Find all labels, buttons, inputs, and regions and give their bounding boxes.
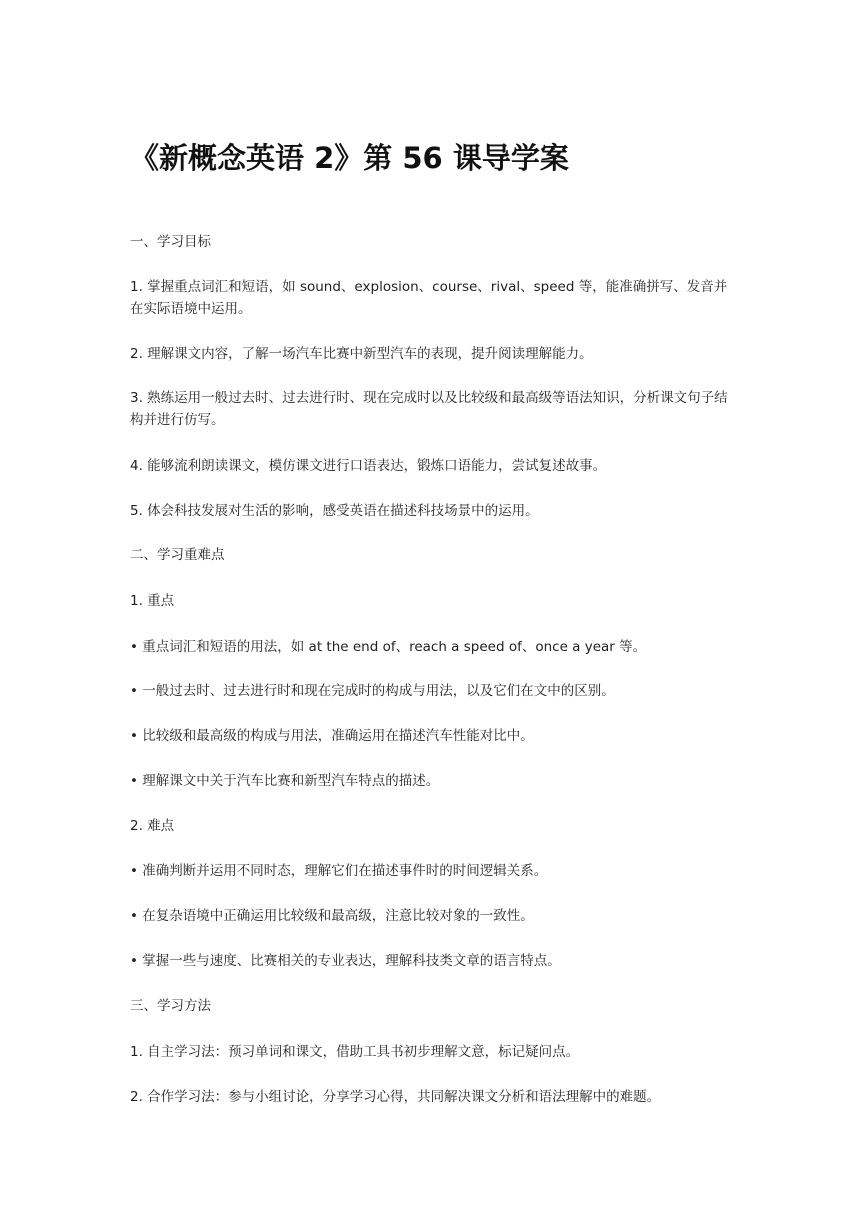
section-heading-key-difficult: 二、学习重难点 <box>130 547 225 563</box>
difficult-point-item: • 在复杂语境中正确运用比较级和最高级，注意比较对象的一致性。 <box>130 908 534 924</box>
section-heading-methods: 三、学习方法 <box>130 998 211 1014</box>
objective-item-2: 2. 理解课文内容，了解一场汽车比赛中新型汽车的表现，提升阅读理解能力。 <box>130 346 593 362</box>
subheading-difficult-points: 2. 难点 <box>130 818 175 834</box>
objective-item-3: 3. 熟练运用一般过去时、过去进行时、现在完成时以及比较级和最高级等语法知识，分析课文句子结构并进行仿写。 <box>130 390 728 428</box>
objective-item-5: 5. 体会科技发展对生活的影响，感受英语在描述科技场景中的运用。 <box>130 503 539 519</box>
key-point-item: • 比较级和最高级的构成与用法，准确运用在描述汽车性能对比中。 <box>130 728 534 744</box>
key-point-item: • 重点词汇和短语的用法，如 at the end of、reach a speed of、once a year 等。 <box>130 639 647 655</box>
document-title: 《新概念英语 2》第 56 课导学案 <box>130 141 569 175</box>
objective-item-4: 4. 能够流利朗读课文，模仿课文进行口语表达，锻炼口语能力，尝试复述故事。 <box>130 458 607 474</box>
section-heading-objectives: 一、学习目标 <box>130 234 211 250</box>
method-item-2: 2. 合作学习法：参与小组讨论，分享学习心得，共同解决课文分析和语法理解中的难题。 <box>130 1089 661 1105</box>
key-point-item: • 一般过去时、过去进行时和现在完成时的构成与用法，以及它们在文中的区别。 <box>130 683 615 699</box>
subheading-key-points: 1. 重点 <box>130 593 175 609</box>
difficult-point-item: • 准确判断并运用不同时态，理解它们在描述事件时的时间逻辑关系。 <box>130 863 548 879</box>
objective-item-1: 1. 掌握重点词汇和短语，如 sound、explosion、course、rival、speed 等，能准确拼写、发音并在实际语境中运用。 <box>130 279 728 317</box>
key-point-item: • 理解课文中关于汽车比赛和新型汽车特点的描述。 <box>130 773 440 789</box>
difficult-point-item: • 掌握一些与速度、比赛相关的专业表达，理解科技类文章的语言特点。 <box>130 953 561 969</box>
method-item-1: 1. 自主学习法：预习单词和课文，借助工具书初步理解文意，标记疑问点。 <box>130 1044 580 1060</box>
